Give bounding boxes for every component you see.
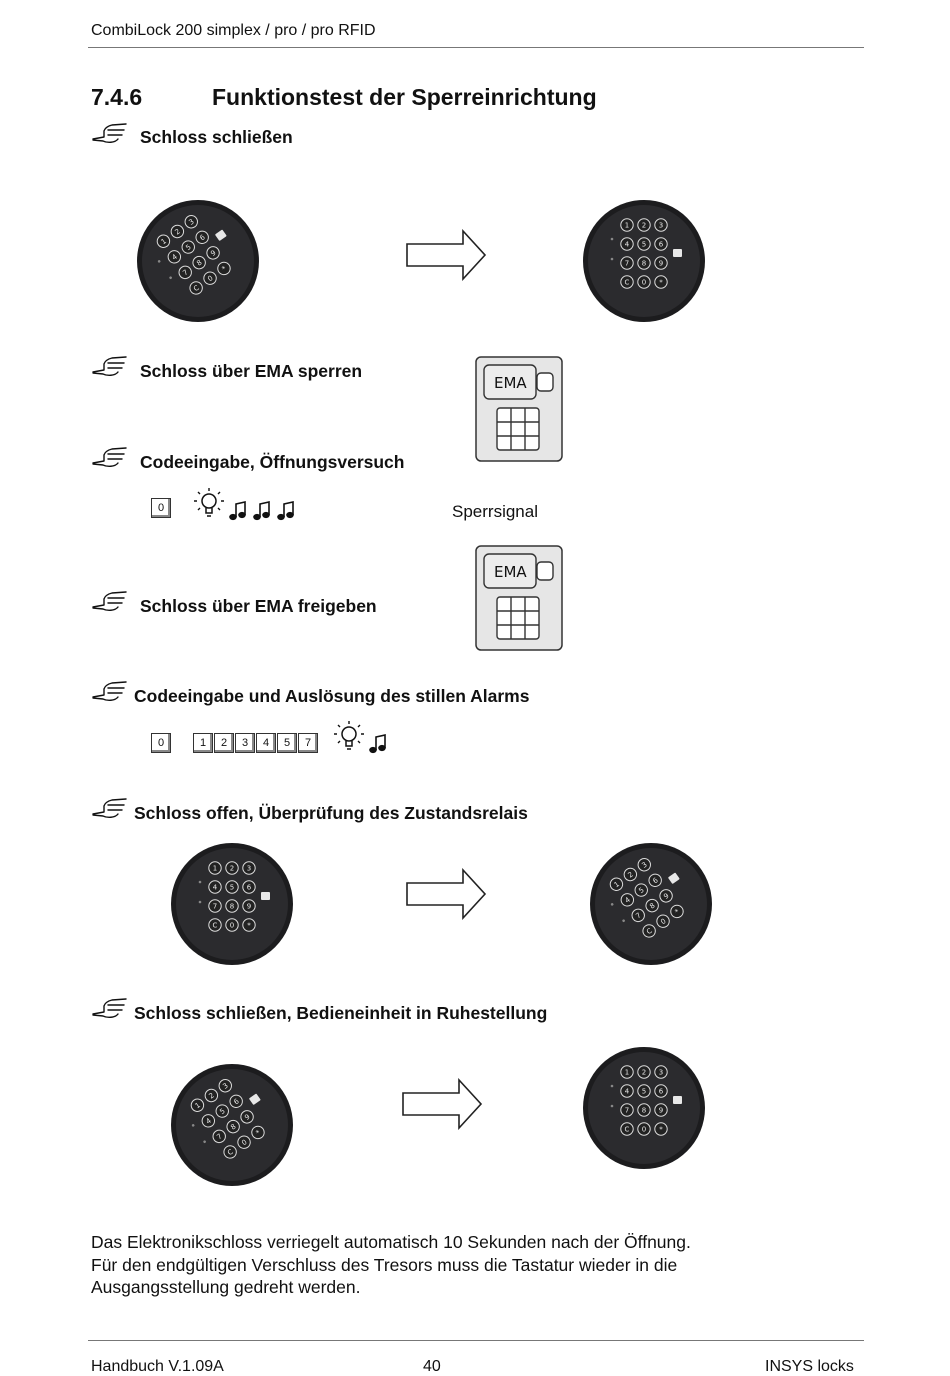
body-paragraph [91, 1231, 811, 1299]
code-key: 4 [256, 733, 276, 753]
svg-text:3: 3 [221, 1081, 230, 1091]
svg-text:6: 6 [232, 1097, 241, 1107]
svg-text:9: 9 [246, 902, 252, 911]
step-label: Schloss über EMA sperren [140, 361, 363, 381]
svg-text:C: C [226, 1147, 235, 1158]
svg-text:4: 4 [170, 252, 179, 262]
svg-text:9: 9 [243, 1112, 252, 1122]
lock-keypad-rotated-image [589, 842, 713, 966]
code-key: 5 [277, 733, 297, 753]
svg-text:2: 2 [626, 870, 635, 880]
header-rule [88, 47, 864, 48]
svg-text:C: C [212, 921, 218, 930]
svg-text:C: C [624, 1125, 630, 1134]
svg-text:5: 5 [229, 883, 235, 892]
ema-panel-image [475, 356, 563, 462]
key-zero: 0 [151, 733, 171, 753]
step-label: Codeeingabe, Öffnungsversuch [140, 452, 405, 472]
section-title: Funktionstest der Sperreinrichtung [212, 84, 597, 110]
step-label: Schloss schließen, Bedieneinheit in Ruhestellung [134, 1003, 548, 1023]
svg-text:0: 0 [659, 917, 668, 927]
lightbulb-icon [330, 719, 370, 755]
step-label: Schloss schließen [140, 127, 293, 147]
ema-label: EMA [494, 374, 527, 392]
svg-text:*: * [659, 1125, 663, 1134]
step-label: Schloss über EMA freigeben [140, 596, 377, 616]
svg-text:4: 4 [204, 1116, 213, 1126]
lock-keypad-upright-image [582, 1046, 706, 1170]
svg-text:4: 4 [212, 883, 218, 892]
svg-text:5: 5 [641, 1087, 647, 1096]
svg-text:3: 3 [658, 221, 664, 230]
svg-text:4: 4 [623, 895, 632, 905]
svg-text:*: * [659, 278, 663, 287]
svg-text:9: 9 [658, 259, 664, 268]
pointing-hand-icon [91, 590, 129, 614]
svg-text:*: * [673, 907, 682, 917]
svg-text:0: 0 [641, 278, 647, 287]
svg-text:*: * [220, 264, 229, 274]
svg-text:1: 1 [212, 864, 218, 873]
arrow-right-icon [401, 1078, 483, 1130]
svg-text:C: C [624, 278, 630, 287]
svg-text:8: 8 [229, 902, 235, 911]
svg-text:8: 8 [648, 901, 657, 911]
svg-text:4: 4 [624, 1087, 630, 1096]
ema-panel-image [475, 545, 563, 651]
svg-text:*: * [254, 1128, 263, 1138]
svg-text:0: 0 [240, 1138, 249, 1148]
svg-text:9: 9 [209, 248, 218, 258]
paragraph-line: Für den endgültigen Verschluss des Tresors muss die Tastatur wieder in die [91, 1254, 678, 1275]
svg-text:C: C [645, 926, 654, 937]
svg-text:1: 1 [624, 221, 630, 230]
step-label: Schloss offen, Überprüfung des Zustandsrelais [134, 803, 528, 823]
svg-text:5: 5 [637, 886, 646, 896]
svg-text:7: 7 [215, 1132, 224, 1142]
signal-label: Sperrsignal [452, 502, 538, 521]
paragraph-line: Das Elektronikschloss verriegelt automatisch 10 Sekunden nach der Öffnung. [91, 1232, 691, 1252]
code-key: 3 [235, 733, 255, 753]
svg-text:8: 8 [229, 1122, 238, 1132]
svg-text:1: 1 [624, 1068, 630, 1077]
svg-text:3: 3 [246, 864, 252, 873]
footer-rule [88, 1340, 864, 1341]
code-key: 2 [214, 733, 234, 753]
svg-text:6: 6 [658, 240, 664, 249]
footer-manual-version: Handbuch V.1.09A [91, 1358, 224, 1375]
pointing-hand-icon [91, 997, 129, 1021]
code-key: 7 [298, 733, 318, 753]
svg-text:3: 3 [658, 1068, 664, 1077]
svg-text:5: 5 [184, 243, 193, 253]
svg-text:4: 4 [624, 240, 630, 249]
beep-signal-icon [228, 500, 300, 522]
paragraph-line: Ausgangsstellung gedreht werden. [91, 1277, 361, 1297]
svg-text:6: 6 [198, 233, 207, 243]
svg-text:0: 0 [641, 1125, 647, 1134]
svg-text:2: 2 [173, 227, 182, 237]
svg-text:8: 8 [641, 259, 647, 268]
svg-text:9: 9 [662, 891, 671, 901]
svg-text:*: * [247, 921, 251, 930]
svg-text:7: 7 [212, 902, 218, 911]
lightbulb-icon [190, 486, 230, 522]
code-key: 1 [193, 733, 213, 753]
pointing-hand-icon [91, 680, 129, 704]
lock-keypad-upright-image [582, 199, 706, 323]
page-number: 40 [423, 1358, 441, 1375]
svg-text:0: 0 [206, 274, 215, 284]
footer-brand: INSYS locks [765, 1358, 854, 1375]
pointing-hand-icon [91, 122, 129, 146]
section-number: 7.4.6 [91, 84, 143, 110]
svg-text:6: 6 [658, 1087, 664, 1096]
lock-keypad-upright-image [170, 842, 294, 966]
svg-text:7: 7 [624, 1106, 630, 1115]
svg-text:7: 7 [634, 911, 643, 921]
svg-text:1: 1 [193, 1101, 202, 1111]
svg-text:8: 8 [195, 258, 204, 268]
step-label: Codeeingabe und Auslösung des stillen Alarms [134, 686, 530, 706]
svg-text:9: 9 [658, 1106, 664, 1115]
code-key-row [193, 733, 318, 753]
ema-label: EMA [494, 563, 527, 581]
svg-text:8: 8 [641, 1106, 647, 1115]
lock-keypad-rotated-image [170, 1063, 294, 1187]
svg-text:2: 2 [207, 1091, 216, 1101]
pointing-hand-icon [91, 355, 129, 379]
svg-text:7: 7 [181, 268, 190, 278]
pointing-hand-icon [91, 446, 129, 470]
svg-text:6: 6 [246, 883, 252, 892]
arrow-right-icon [405, 229, 487, 281]
svg-text:2: 2 [641, 1068, 647, 1077]
svg-text:6: 6 [651, 876, 660, 886]
svg-text:2: 2 [641, 221, 647, 230]
svg-text:3: 3 [187, 217, 196, 227]
document-header: CombiLock 200 simplex / pro / pro RFID [91, 22, 376, 39]
svg-text:3: 3 [640, 860, 649, 870]
svg-text:5: 5 [641, 240, 647, 249]
svg-text:5: 5 [218, 1107, 227, 1117]
arrow-right-icon [405, 868, 487, 920]
svg-text:1: 1 [159, 237, 168, 247]
beep-signal-icon [368, 733, 392, 755]
svg-text:7: 7 [624, 259, 630, 268]
svg-text:0: 0 [229, 921, 235, 930]
pointing-hand-icon [91, 797, 129, 821]
svg-text:1: 1 [612, 880, 621, 890]
key-zero: 0 [151, 498, 171, 518]
svg-text:C: C [192, 283, 201, 294]
svg-text:2: 2 [229, 864, 235, 873]
lock-keypad-rotated-image [136, 199, 260, 323]
